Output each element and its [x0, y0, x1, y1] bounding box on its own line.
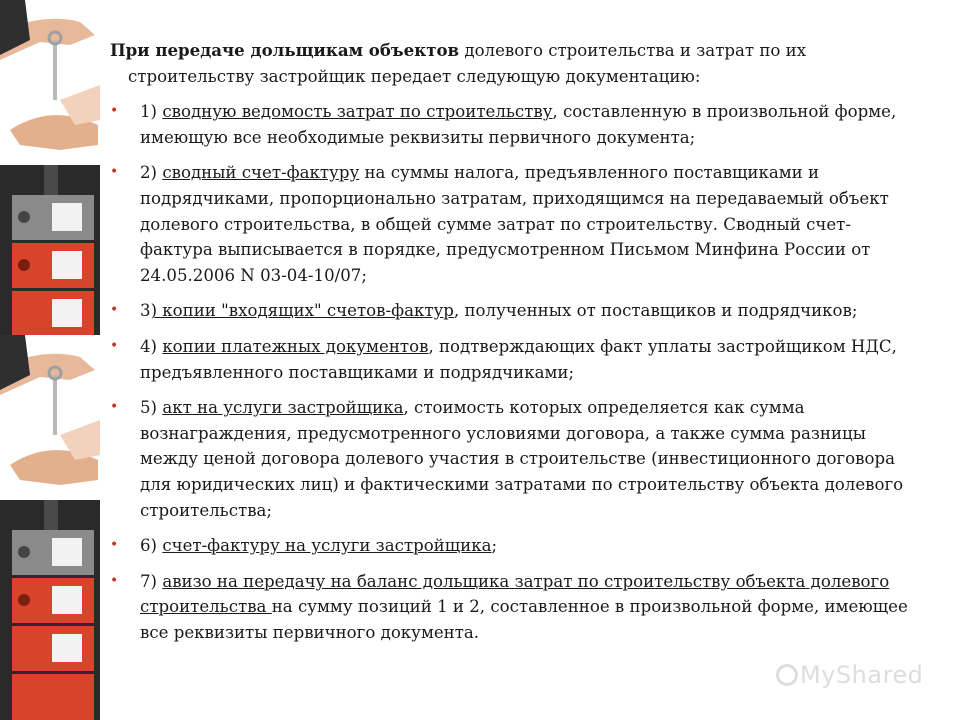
- bullet-icon: •: [110, 337, 119, 354]
- list-item: • 2) сводный счет-фактуру на суммы налога, предъявленного поставщиками и подрядчиками, пропорционально затратам, приходящимся на передаваемый объект долевого строительства, в общей сумме затрат по строительству. Сводный счет-фактура выписывается в порядке, предусмотренном Письмом Минфина России от 24.05.2006 N 03-04-10/07;: [110, 160, 910, 288]
- list-item-term: сводную ведомость затрат по строительству: [162, 102, 553, 122]
- list-item: • 5) акт на услуги застройщика, стоимость которых определяется как сумма вознаграждения, предусмотренного условиями договора, а также сумма разницы между ценой договора долевого участия в строительстве (инвестиционного договора для юридических лиц) и фактическими затратами по строительству объекта долевого строительства;: [110, 395, 910, 523]
- intro-paragraph: [110, 38, 910, 89]
- watermark-logo-icon: [776, 664, 798, 686]
- bullet-icon: •: [110, 302, 119, 319]
- bullet-icon: •: [110, 164, 119, 181]
- list-item-term: сводный счет-фактуру: [162, 163, 360, 183]
- intro-bold: При передаче дольщикам объектов: [110, 40, 460, 60]
- bullet-icon: •: [110, 399, 119, 416]
- binders-image: [0, 165, 100, 335]
- list-item: • 7) авизо на передачу на баланс дольщика затрат по строительству объекта долевого строительства на сумму позиций 1 и 2, составленное в произвольной форме, имеющее все реквизиты первичного документа.: [110, 569, 910, 646]
- list-item: • 3) копии "входящих" счетов-фактур, полученных от поставщиков и подрядчиков;: [110, 298, 910, 324]
- bullet-icon: •: [110, 572, 119, 589]
- intro-rest: долевого строительства и затрат по их строительству застройщик передает следующую документацию:: [128, 41, 807, 86]
- list-item-term: акт на услуги застройщика: [162, 398, 404, 418]
- document-body: [110, 38, 910, 655]
- list-item: • 6) счет-фактуру на услуги застройщика;: [110, 533, 910, 559]
- watermark-text: MyShared: [800, 661, 924, 689]
- list-item-term: авизо на передачу на баланс дольщика затрат по строительству объекта долевого строительства: [140, 571, 890, 617]
- keys-hands-image: [0, 0, 100, 165]
- watermark: [776, 661, 923, 689]
- bullet-icon: •: [110, 103, 119, 120]
- binders-image: [0, 500, 100, 720]
- list-item: • 1) сводную ведомость затрат по строительству, составленную в произвольной форме, имеющую все необходимые реквизиты первичного документа;: [110, 99, 910, 150]
- bullet-icon: •: [110, 537, 119, 554]
- list-item-term: ) копии "входящих" счетов-фактур: [150, 301, 454, 321]
- list-item-term: счет-фактуру на услуги застройщика: [162, 536, 492, 556]
- list-item-term: копии платежных документов: [162, 336, 429, 356]
- keys-hands-image: [0, 335, 100, 500]
- list-item: • 4) копии платежных документов, подтверждающих факт уплаты застройщиком НДС, предъявленного поставщиками и подрядчиками;: [110, 334, 910, 385]
